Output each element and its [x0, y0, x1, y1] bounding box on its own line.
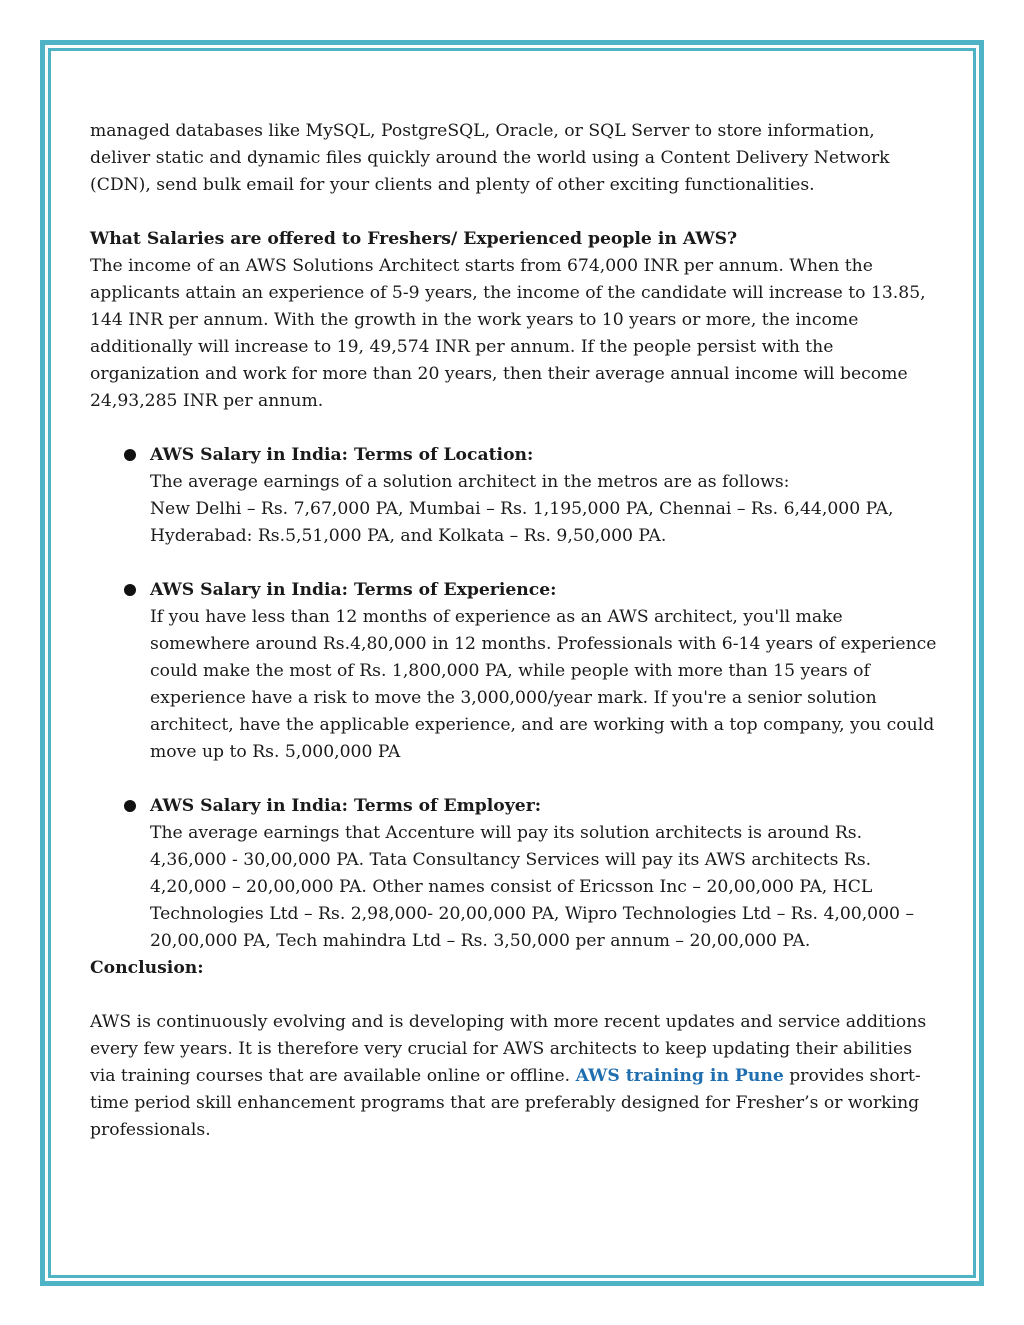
bullet-text: The average earnings that Accenture will pay its solution architects is around Rs. 4,36,000 - 30,00,000 PA. Tata Consultancy Services will pay its AWS architects Rs. 4,20,000 – 20,00,000 PA. Other names consist of Ericsson Inc – 20,00,000 PA, HCL Technologies Ltd – Rs. 2,98,000- 20,00,000 PA, Wipro Technologies Ltd – Rs. 4,00,000 – 20,00,000 PA, Tech mahindra Ltd – Rs. 3,50,000 per annum – 20,00,000 PA. [150, 823, 915, 951]
bullet-title: AWS Salary in India: Terms of Employer: [150, 796, 542, 816]
salary-heading: What Salaries are offered to Freshers/ Experienced people in AWS? [90, 229, 738, 249]
salary-paragraph: The income of an AWS Solutions Architect starts from 674,000 INR per annum. When the applicants attain an experience of 5-9 years, the income of the candidate will increase to 13.85, 144 INR per annum. With the growth in the work years to 10 years or more, the income additionally will increase to 19, 49,574 INR per annum. If the people persist with the organization and work for more than 20 years, then their average annual income will become 24,93,285 INR per annum. [90, 256, 926, 411]
aws-training-pune-link[interactable]: AWS training in Pune [575, 1066, 784, 1086]
intro-paragraph: managed databases like MySQL, PostgreSQL, Oracle, or SQL Server to store information, deliver static and dynamic files quickly around the world using a Content Delivery Network (CDN), send bulk email for your clients and plenty of other exciting functionalities. [90, 121, 890, 195]
conclusion-text-after: provides short-time period skill enhancement programs that are preferably designed for Fresher’s or working professionals. [90, 1066, 921, 1140]
bullet-icon [124, 800, 136, 812]
bullet-employer [90, 793, 940, 955]
bullet-icon [124, 449, 136, 461]
conclusion-text-before: AWS is continuously evolving and is developing with more recent updates and service additions every few years. It is therefore very crucial for AWS architects to keep updating their abilities via training courses that are available online or offline. [90, 1012, 927, 1086]
bullet-location [90, 442, 940, 577]
conclusion-paragraph [90, 1009, 940, 1144]
bullet-text: If you have less than 12 months of experience as an AWS architect, you'll make somewhere around Rs.4,80,000 in 12 months. Professionals with 6-14 years of experience could make the most of Rs. 1,800,000 PA, while people with more than 15 years of experience have a risk to move the 3,000,000/year mark. If you're a senior solution architect, have the applicable experience, and are working with a top company, you could move up to Rs. 5,000,000 PA [150, 607, 937, 762]
bullet-icon [124, 584, 136, 596]
document-body [90, 118, 940, 1144]
bullet-title: AWS Salary in India: Terms of Location: [150, 445, 534, 465]
bullet-text: New Delhi – Rs. 7,67,000 PA, Mumbai – Rs. 1,195,000 PA, Chennai – Rs. 6,44,000 PA, Hyderabad: Rs.5,51,000 PA, and Kolkata – Rs. 9,50,000 PA. [150, 499, 894, 546]
salary-bullet-list [90, 442, 940, 955]
bullet-text: The average earnings of a solution architect in the metros are as follows: [150, 472, 790, 492]
conclusion-heading: Conclusion: [90, 958, 204, 978]
bullet-title: AWS Salary in India: Terms of Experience: [150, 580, 557, 600]
bullet-experience [90, 577, 940, 793]
